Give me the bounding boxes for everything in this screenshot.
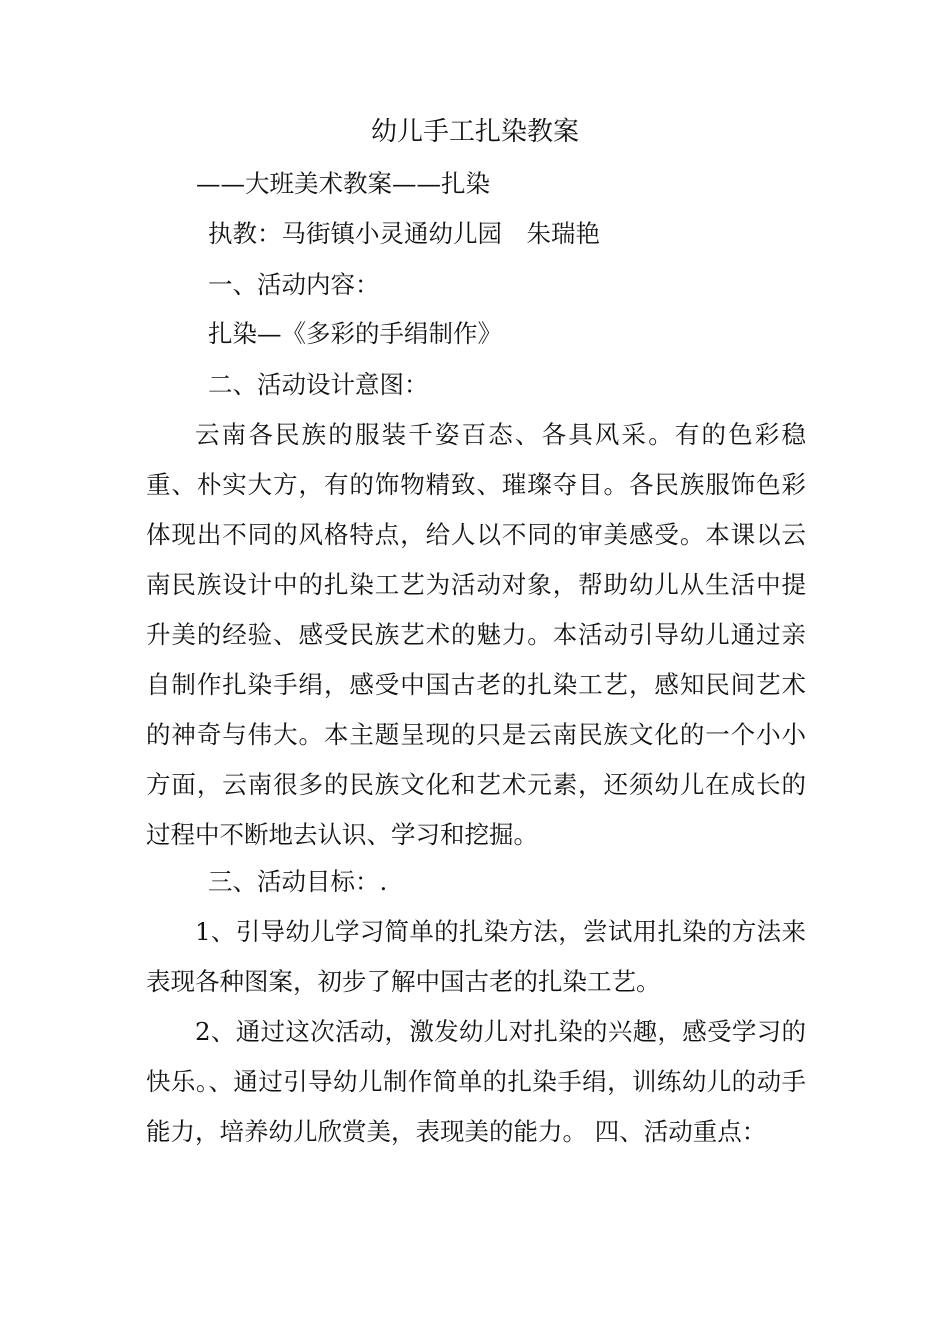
section3-heading: 三、活动目标：. [208, 867, 388, 896]
document-title: 幼儿手工扎染教案 [370, 117, 579, 147]
teacher-line: 执教：马街镇小灵通幼儿园 朱瑞艳 [208, 219, 600, 248]
goal-2-paragraph: 2、通过这次活动，激发幼儿对扎染的兴趣，感受学习的快乐。、通过引导幼儿制作简单的扎染手绢，训练幼儿的动手能力，培养幼儿欣赏美，表现美的能力。 四、活动重点： [146, 1017, 806, 1146]
goal-1-paragraph: 1、引导幼儿学习简单的扎染方法，尝试用扎染的方法来表现各种图案，初步了解中国古老的扎染工艺。 [146, 917, 806, 996]
section1-body: 扎染—《多彩的手绢制作》 [208, 319, 502, 348]
section2-heading: 二、活动设计意图： [208, 370, 429, 399]
section1-heading: 一、活动内容： [208, 270, 380, 299]
document-subtitle: ——大班美术教案——扎染 [196, 169, 490, 198]
section2-paragraph: 云南各民族的服装千姿百态、各具风采。有的色彩稳重、朴实大方，有的饰物精致、璀璨夺目。各民族服饰色彩体现出不同的风格特点，给人以不同的审美感受。本课以云南民族设计中的扎染工艺为活动对象，帮助幼儿从生活中提升美的经验、感受民族艺术的魅力。本活动引导幼儿通过亲自制作扎染手绢，感受中国古老的扎染工艺，感知民间艺术的神奇与伟大。本主题呈现的只是云南民族文化的一个小小方面，云南很多的民族文化和艺术元素，还须幼儿在成长的过程中不断地去认识、学习和挖掘。 [146, 420, 806, 849]
